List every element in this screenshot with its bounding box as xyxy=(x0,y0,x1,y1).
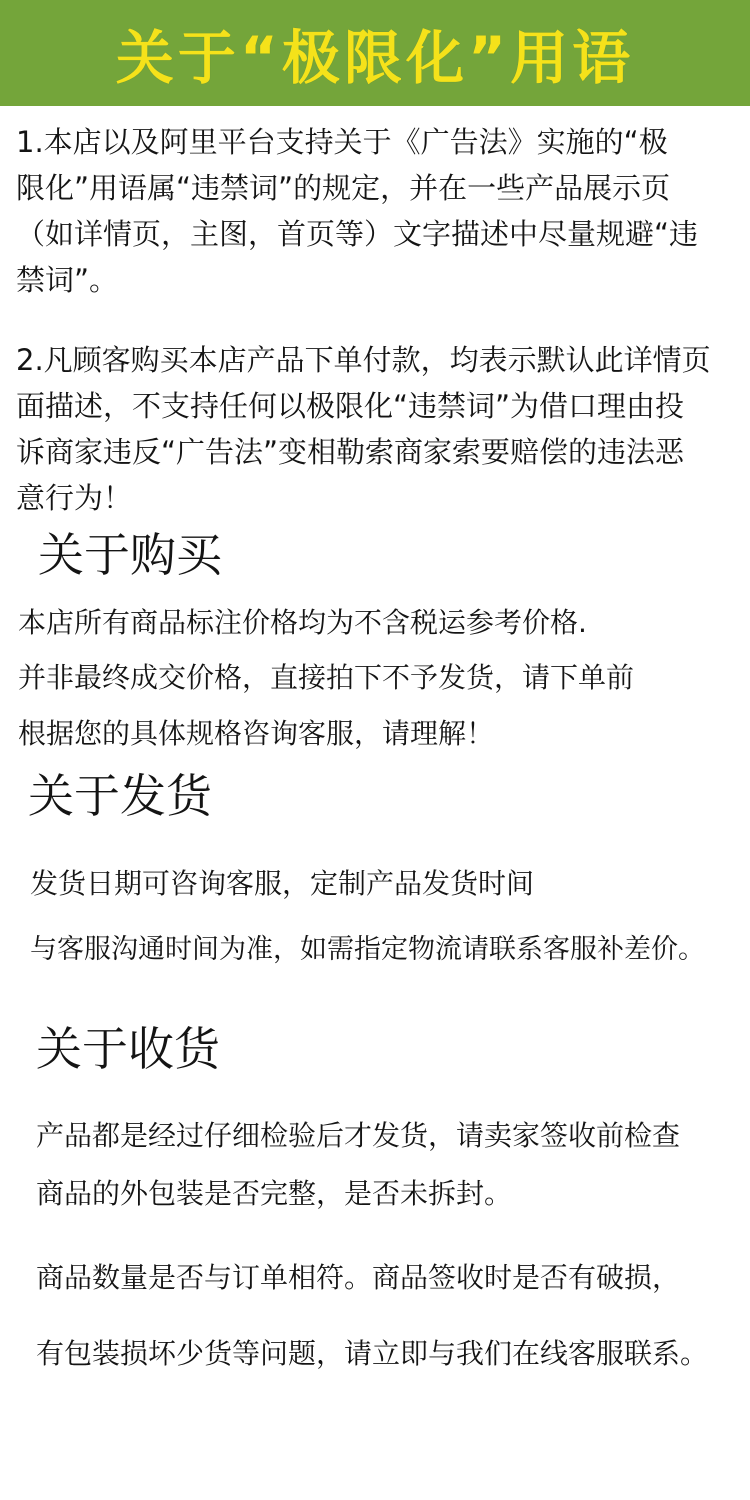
notice-paragraph-1 xyxy=(16,119,738,303)
shipping-line: 与客服沟通时间为准，如需指定物流请联系客服补差价。 xyxy=(30,934,705,965)
purchase-line: 并非最终成交价格，直接拍下不予发货，请下单前 xyxy=(18,661,635,694)
notice-line: 2.凡顾客购买本店产品下单付款，均表示默认此详情页 xyxy=(16,343,711,377)
notice-line: 意行为！ xyxy=(16,481,133,515)
shipping-line: 发货日期可咨询客服，定制产品发货时间 xyxy=(30,867,535,900)
notice-line: （如详情页，主图，首页等）文字描述中尽量规避“违 xyxy=(16,217,699,251)
banner-title: 关于“极限化”用语 xyxy=(115,24,635,92)
receiving-line: 有包装损坏少货等问题，请立即与我们在线客服联系。 xyxy=(36,1337,709,1370)
receiving-line: 商品数量是否与订单相符。商品签收时是否有破损， xyxy=(36,1261,681,1294)
receiving-heading: 关于收货 xyxy=(36,1022,220,1076)
title-banner xyxy=(0,0,750,106)
notice-line: 限化”用语属“违禁词”的规定，并在一些产品展示页 xyxy=(16,171,671,205)
purchase-line: 本店所有商品标注价格均为不含税运参考价格. xyxy=(18,606,587,639)
purchase-heading: 关于购买 xyxy=(38,528,222,582)
notice-line: 面描述，不支持任何以极限化“违禁词”为借口理由投 xyxy=(16,389,685,423)
notice-line: 1.本店以及阿里平台支持关于《广告法》实施的“极 xyxy=(16,125,668,159)
shipping-heading: 关于发货 xyxy=(28,769,212,823)
purchase-line: 根据您的具体规格咨询客服，请理解！ xyxy=(18,717,495,750)
receiving-line: 商品的外包装是否完整，是否未拆封。 xyxy=(36,1177,513,1210)
receiving-line: 产品都是经过仔细检验后才发货，请卖家签收前检查 xyxy=(36,1119,681,1152)
notice-line: 诉商家违反“广告法”变相勒索商家索要赔偿的违法恶 xyxy=(16,435,685,469)
notice-line: 禁词”。 xyxy=(16,263,119,297)
notice-paragraph-2 xyxy=(16,337,738,521)
